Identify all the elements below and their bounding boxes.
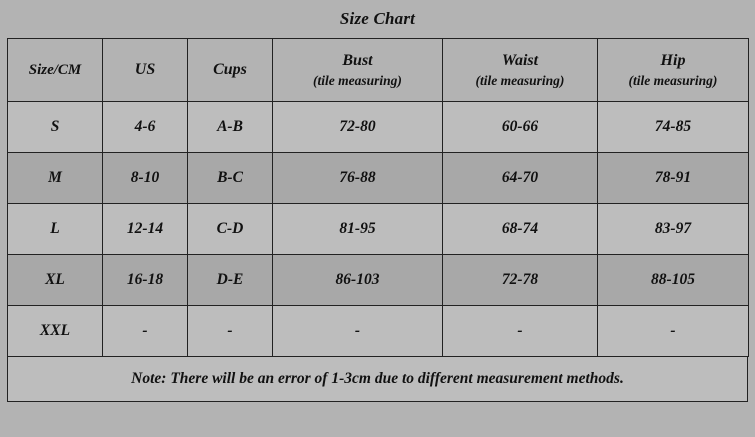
cell-us: 4-6 (103, 102, 188, 153)
cell-size: L (8, 204, 103, 255)
page-title-text: Size Chart (339, 9, 416, 28)
cell-cups: A-B (188, 102, 273, 153)
cell-us: 12-14 (103, 204, 188, 255)
cell-waist: - (443, 306, 598, 357)
cell-bust: 72-80 (273, 102, 443, 153)
cell-bust: 76-88 (273, 153, 443, 204)
table-row (8, 255, 749, 306)
cell-us: 16-18 (103, 255, 188, 306)
cell-cups: D-E (188, 255, 273, 306)
cell-size: XL (8, 255, 103, 306)
size-chart-table (7, 38, 749, 357)
cell-waist: 68-74 (443, 204, 598, 255)
cell-hip: 88-105 (598, 255, 749, 306)
column-header-hip (598, 39, 749, 102)
column-header-us (103, 39, 188, 102)
measurement-note (7, 357, 748, 402)
cell-waist: 72-78 (443, 255, 598, 306)
cell-hip: 74-85 (598, 102, 749, 153)
table-body (8, 102, 749, 357)
table-row (8, 153, 749, 204)
bottom-spacer (0, 402, 755, 437)
column-header-bust-sublabel: (tile measuring) (313, 72, 402, 88)
cell-bust: 81-95 (273, 204, 443, 255)
cell-bust: - (273, 306, 443, 357)
table-row (8, 204, 749, 255)
cell-size: XXL (8, 306, 103, 357)
cell-hip: 78-91 (598, 153, 749, 204)
table-header-row (8, 39, 749, 102)
column-header-us-label: US (134, 61, 156, 78)
column-header-bust-label: Bust (342, 51, 373, 69)
cell-size: S (8, 102, 103, 153)
cell-cups: C-D (188, 204, 273, 255)
table-row (8, 102, 749, 153)
page-title (0, 0, 755, 38)
cell-bust: 86-103 (273, 255, 443, 306)
table-row (8, 306, 749, 357)
cell-size: M (8, 153, 103, 204)
column-header-waist (443, 39, 598, 102)
cell-waist: 64-70 (443, 153, 598, 204)
column-header-size-label: Size/CM (28, 61, 82, 78)
cell-us: - (103, 306, 188, 357)
cell-us: 8-10 (103, 153, 188, 204)
cell-hip: - (598, 306, 749, 357)
column-header-hip-sublabel: (tile measuring) (628, 72, 718, 88)
column-header-hip-label: Hip (660, 51, 686, 69)
measurement-note-text: Note: There will be an error of 1-3cm due to different measurement methods. (131, 370, 624, 387)
column-header-bust (273, 39, 443, 102)
column-header-cups-label: Cups (213, 61, 247, 78)
column-header-size (8, 39, 103, 102)
cell-cups: - (188, 306, 273, 357)
cell-waist: 60-66 (443, 102, 598, 153)
column-header-waist-label: Waist (501, 51, 539, 69)
cell-hip: 83-97 (598, 204, 749, 255)
column-header-waist-sublabel: (tile measuring) (475, 72, 565, 88)
column-header-cups (188, 39, 273, 102)
table-header (8, 39, 749, 102)
cell-cups: B-C (188, 153, 273, 204)
